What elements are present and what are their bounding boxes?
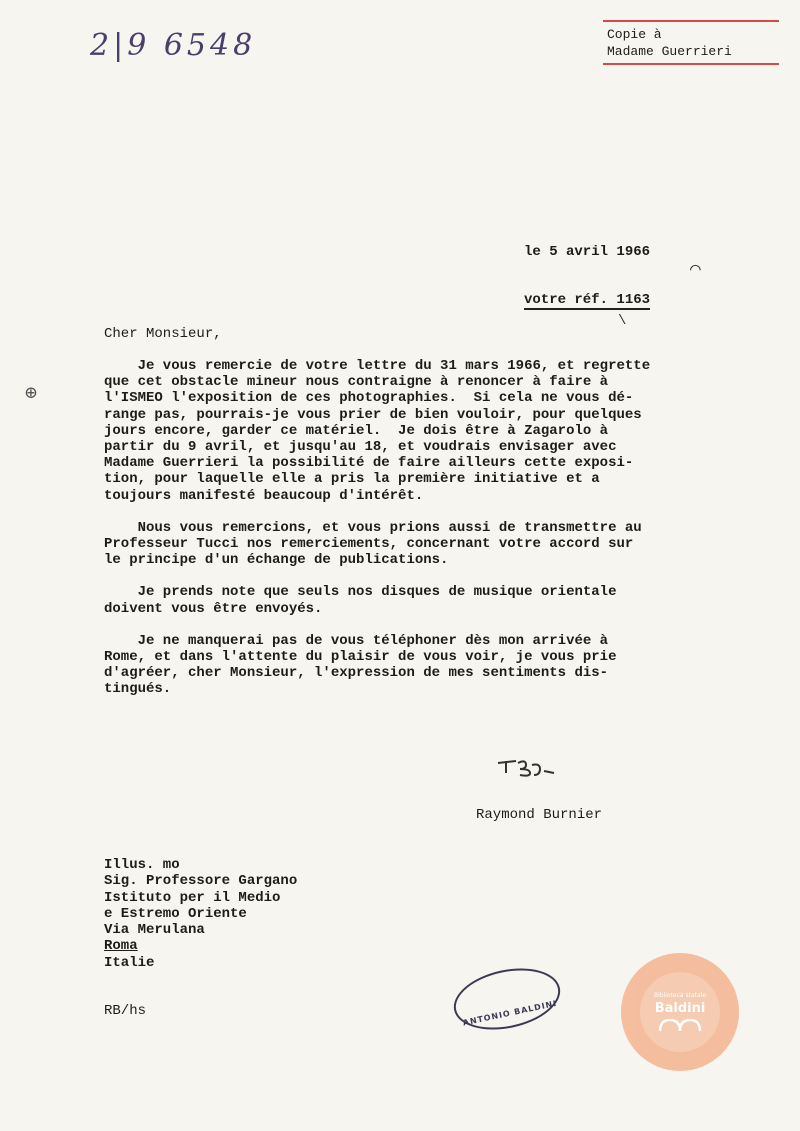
greeting: Cher Monsieur, [104, 326, 222, 342]
recipient-address [104, 857, 297, 971]
reference-number: votre réf. 1163 [524, 292, 651, 308]
library-stamp [448, 959, 566, 1038]
paragraph-3: Je prends note que seuls nos disques de musique orientale doivent vous être envoyés. [104, 584, 617, 617]
logo-brand: Baldini [654, 1001, 706, 1016]
address-line-city: Roma [104, 938, 138, 955]
paragraph-1: Je vous remercie de votre lettre du 31 mars 1966, et regrette que cet obstacle mineur nous contraigne à renoncer à faire à l'ISMEO l'exposition de ces photographies. Si cela ne vous dé- range pas, pourrais-je vous prier de bien vouloir, pour quelques jours encore, garder ce matériel. Je dois être à Zagarolo à partir du 9 avril, et jusqu'au 18, et voudrais envisager avec Madame Guerrieri la possibilité de faire ailleurs cette exposi- tion, pour laquelle elle a pris la première initiative et a toujours manifesté beaucoup d'intérêt. [104, 358, 651, 504]
handwritten-archive-number: 2|9 6548 [90, 28, 257, 63]
typist-initials: RB/hs [104, 1003, 147, 1019]
address-line-country: Italie [104, 954, 155, 971]
address-line-name: Sig. Professore Gargano [104, 873, 298, 890]
signature-initials [496, 755, 556, 785]
signer-name: Raymond Burnier [476, 807, 603, 823]
paragraph-4: Je ne manquerai pas de vous téléphoner dès mon arrivée à Rome, et dans l'attente du plaisir de vous voir, je vous prie d'agréer, cher Monsieur, l'expression de mes sentiments dis- tingués. [104, 632, 617, 698]
letter-date: le 5 avril 1966 [524, 244, 651, 260]
margin-pencil-mark: ⊕ [25, 383, 38, 406]
letter-body [104, 358, 744, 714]
pencil-dot: \ [618, 313, 627, 329]
book-arches-icon [658, 1018, 702, 1032]
faint-stamp-residue [610, 880, 690, 930]
copy-note-line1: Copie à [607, 27, 662, 42]
logo-inner [640, 972, 720, 1052]
pencil-mark: ⌒ [690, 260, 701, 280]
address-line-title: Illus. mo [104, 857, 180, 873]
copy-note-line2: Madame Guerrieri [607, 44, 732, 59]
signature-scribble-icon [496, 755, 556, 779]
copy-note [603, 20, 779, 65]
logo-small-text: Biblioteca statale [653, 992, 707, 999]
baldini-library-logo [621, 953, 739, 1071]
address-line-institute: Istituto per il Medio [104, 889, 281, 906]
stamp-text: ANTONIO BALDINI [462, 998, 558, 1028]
address-line-institute-2: e Estremo Oriente [104, 905, 247, 922]
paragraph-2: Nous vous remercions, et vous prions aussi de transmettre au Professeur Tucci nos remerciements, concernant votre accord sur le principe d'un échange de publications. [104, 519, 642, 569]
address-line-street: Via Merulana [104, 922, 205, 939]
